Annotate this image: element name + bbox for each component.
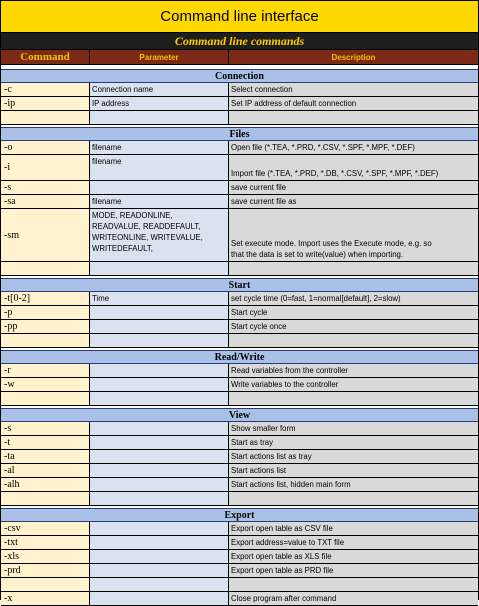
cell-parameter <box>90 450 229 463</box>
cell-parameter <box>90 464 229 477</box>
cell-description: Start actions list as tray <box>229 450 478 463</box>
cell-description: Show smaller form <box>229 422 478 435</box>
cell-description <box>229 262 478 275</box>
cell-parameter: IP address <box>90 97 229 110</box>
table-row <box>1 478 478 492</box>
cell-parameter <box>90 522 229 535</box>
page-title: Command line interface <box>1 1 478 33</box>
table-row <box>1 141 478 155</box>
cell-command <box>1 111 90 124</box>
header-command: Command <box>1 50 90 64</box>
table-row <box>1 378 478 392</box>
cell-description: Start cycle <box>229 306 478 319</box>
cell-command: -txt <box>1 536 90 549</box>
section-files-heading: Files <box>1 127 478 141</box>
section-export-heading: Export <box>1 508 478 522</box>
section-connection-heading: Connection <box>1 69 478 83</box>
table-subtitle: Command line commands <box>1 33 478 50</box>
cell-command: -sa <box>1 195 90 208</box>
cell-description <box>229 111 478 124</box>
table-header-row <box>1 50 478 65</box>
cell-parameter <box>90 111 229 124</box>
cell-command: -t[0-2] <box>1 292 90 305</box>
cell-description: Close program after command <box>229 592 478 605</box>
table-row <box>1 195 478 209</box>
cell-description: save current file <box>229 181 478 194</box>
cell-command <box>1 262 90 275</box>
cell-parameter <box>90 592 229 605</box>
cell-command: -w <box>1 378 90 391</box>
section-readwrite-heading: Read/Write <box>1 350 478 364</box>
cell-command: -t <box>1 436 90 449</box>
table-row <box>1 578 478 592</box>
cell-description: Export open table as XLS file <box>229 550 478 563</box>
table-row <box>1 292 478 306</box>
cell-description: Start actions list <box>229 464 478 477</box>
cell-description: set cycle time (0=fast, 1=normal[default], 2=slow) <box>229 292 478 305</box>
cell-description <box>229 392 478 405</box>
cell-parameter <box>90 536 229 549</box>
cell-command: -xls <box>1 550 90 563</box>
cell-parameter: MODE, READONLINE, READVALUE, READDEFAULT, WRITEONLINE, WRITEVALUE, WRITEDEFAULT, <box>90 209 229 261</box>
cell-parameter <box>90 392 229 405</box>
table-row <box>1 464 478 478</box>
table-row <box>1 436 478 450</box>
cell-command: -ip <box>1 97 90 110</box>
cell-description: Export address=value to TXT file <box>229 536 478 549</box>
cell-command: -s <box>1 181 90 194</box>
cell-command: -i <box>1 155 90 180</box>
table-row <box>1 592 478 606</box>
table-row <box>1 155 478 181</box>
table-row <box>1 564 478 578</box>
cell-command: -alh <box>1 478 90 491</box>
cell-command <box>1 492 90 505</box>
cell-parameter <box>90 564 229 577</box>
cell-parameter <box>90 478 229 491</box>
table-row <box>1 97 478 111</box>
cell-command: -al <box>1 464 90 477</box>
table-row <box>1 522 478 536</box>
table-row <box>1 422 478 436</box>
cell-command <box>1 334 90 347</box>
table-row <box>1 306 478 320</box>
cell-description <box>229 334 478 347</box>
cell-command <box>1 578 90 591</box>
cell-description: Write variables to the controller <box>229 378 478 391</box>
cell-parameter <box>90 422 229 435</box>
table-row <box>1 536 478 550</box>
cell-command: -prd <box>1 564 90 577</box>
cell-command <box>1 392 90 405</box>
cell-description: Import file (*.TEA, *.PRD, *.DB, *.CSV, *.SPF, *.MPF, *.DEF) <box>229 155 478 180</box>
cell-description: Open file (*.TEA, *.PRD, *.CSV, *.SPF, *.MPF, *.DEF) <box>229 141 478 154</box>
cell-parameter <box>90 378 229 391</box>
cell-description: Set execute mode. Import uses the Execute mode, e.g. so that the data is set to write(value) when importing. <box>229 209 478 261</box>
table-row <box>1 492 478 506</box>
table-row <box>1 83 478 97</box>
cell-parameter <box>90 181 229 194</box>
cell-command: -ta <box>1 450 90 463</box>
cell-parameter: filename <box>90 155 229 180</box>
cell-command: -csv <box>1 522 90 535</box>
table-row <box>1 450 478 464</box>
section-view-heading: View <box>1 408 478 422</box>
table-row <box>1 262 478 276</box>
table-row <box>1 320 478 334</box>
cell-description <box>229 578 478 591</box>
table-row <box>1 364 478 378</box>
table-row <box>1 181 478 195</box>
cell-parameter <box>90 262 229 275</box>
cell-description: Set IP address of default connection <box>229 97 478 110</box>
cell-parameter <box>90 320 229 333</box>
cell-parameter <box>90 550 229 563</box>
cell-parameter: Time <box>90 292 229 305</box>
cell-parameter <box>90 334 229 347</box>
header-parameter: Parameter <box>90 50 229 64</box>
cell-command: -o <box>1 141 90 154</box>
table-row <box>1 111 478 125</box>
cell-description: save current file as <box>229 195 478 208</box>
cell-parameter: filename <box>90 141 229 154</box>
table-row <box>1 209 478 262</box>
cell-command: -s <box>1 422 90 435</box>
cell-parameter: filename <box>90 195 229 208</box>
cell-command: -c <box>1 83 90 96</box>
table-row <box>1 392 478 406</box>
cell-description: Start actions list, hidden main form <box>229 478 478 491</box>
cell-description: Export open table as CSV file <box>229 522 478 535</box>
cell-description: Export open table as PRD file <box>229 564 478 577</box>
cell-command: -x <box>1 592 90 605</box>
table-row <box>1 550 478 564</box>
cell-description <box>229 492 478 505</box>
cell-description: Start cycle once <box>229 320 478 333</box>
cell-parameter: Connection name <box>90 83 229 96</box>
table-row <box>1 334 478 348</box>
section-start-heading: Start <box>1 278 478 292</box>
header-description: Description <box>331 52 376 62</box>
cell-description: Read variables from the controller <box>229 364 478 377</box>
cell-description: Start as tray <box>229 436 478 449</box>
cell-command: -pp <box>1 320 90 333</box>
cell-parameter <box>90 492 229 505</box>
cell-parameter <box>90 364 229 377</box>
cell-command: -r <box>1 364 90 377</box>
cell-command: -p <box>1 306 90 319</box>
cell-command: -sm <box>1 209 90 261</box>
cell-description: Select connection <box>229 83 478 96</box>
cell-parameter <box>90 578 229 591</box>
cell-parameter <box>90 436 229 449</box>
cell-parameter <box>90 306 229 319</box>
